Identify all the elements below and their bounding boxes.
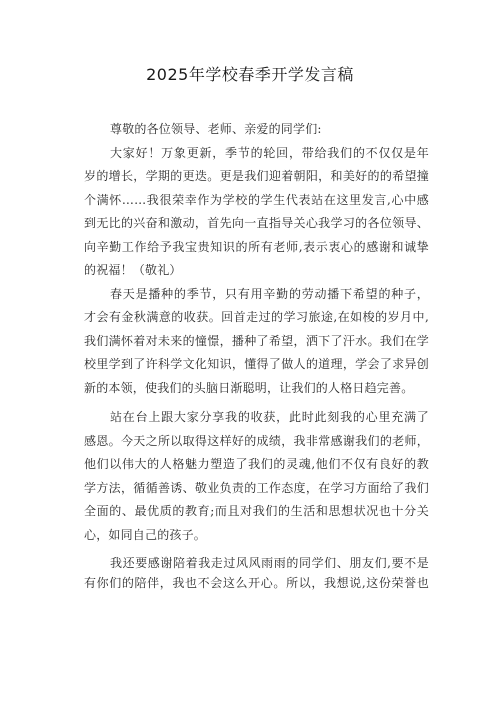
paragraph-line: 个满怀……我很荣幸作为学校的学生代表站在这里发言,心中感	[84, 192, 429, 207]
paragraph-2	[84, 283, 429, 401]
document-body	[84, 118, 429, 593]
paragraph-line: 校里学到了许科学文化知识，懂得了做人的道理，学会了求异创	[84, 357, 429, 371]
paragraph-line: 大家好！万象更新，季节的轮回，带给我们的不仅仅是年	[110, 145, 429, 160]
paragraph-line: 我们满怀着对未来的憧憬，播种了希望，洒下了汗水。我们在学	[84, 333, 429, 348]
salutation: 尊敬的各位领导、老师、亲爱的同学们:	[110, 122, 322, 136]
paragraph-line: 到无比的兴奋和激动，首先向一直指导关心我学习的各位领导、	[84, 216, 429, 230]
paragraph-line: 他们以伟大的人格魅力塑造了我们的灵魂,他们不仅有良好的教	[84, 457, 429, 471]
paragraph-line: 才会有金秋满意的收获。回首走过的学习旅途,在如梭的岁月中,	[84, 310, 429, 324]
paragraph-line: 向辛勤工作给予我宝贵知识的所有老师,表示衷心的感谢和诚挚	[84, 239, 429, 254]
paragraph-line: 全面的、最优质的教育;而且对我们的生活和思想状况也十分关	[84, 504, 429, 518]
document-title: 2025年学校春季开学发言稿	[146, 65, 354, 84]
paragraph-4	[84, 553, 429, 593]
paragraph-line: 我还要感谢陪着我走过风风雨雨的同学们、朋友们,要不是	[110, 556, 429, 570]
paragraph-1	[84, 142, 429, 283]
paragraph-line: 感恩。今天之所以取得这样好的成绩，我非常感谢我们的老师，	[84, 433, 429, 448]
paragraph-line: 春天是播种的季节，只有用辛勤的劳动播下希望的种子，	[110, 286, 429, 301]
paragraph-line: 心，如同自己的孩子。	[84, 527, 207, 542]
paragraph-line: 的祝福！（敬礼）	[84, 263, 182, 277]
paragraph-line: 新的本领，使我们的头脑日渐聪明，让我们的人格日趋完善。	[84, 380, 414, 395]
paragraph-line: 岁的增长，学期的更迭。更是我们迎着朝阳，和美好的的希望撞	[84, 169, 429, 183]
paragraph-line: 有你们的陪伴，我也不会这么开心。所以，我想说,这份荣誉也	[84, 576, 429, 590]
paragraph-3	[84, 406, 429, 547]
paragraph-line: 站在台上跟大家分享我的收获，此时此刻我的心里充满了	[110, 410, 429, 424]
paragraph-line: 学方法，循循善诱、敬业负责的工作态度，在学习方面给了我们	[84, 480, 429, 495]
